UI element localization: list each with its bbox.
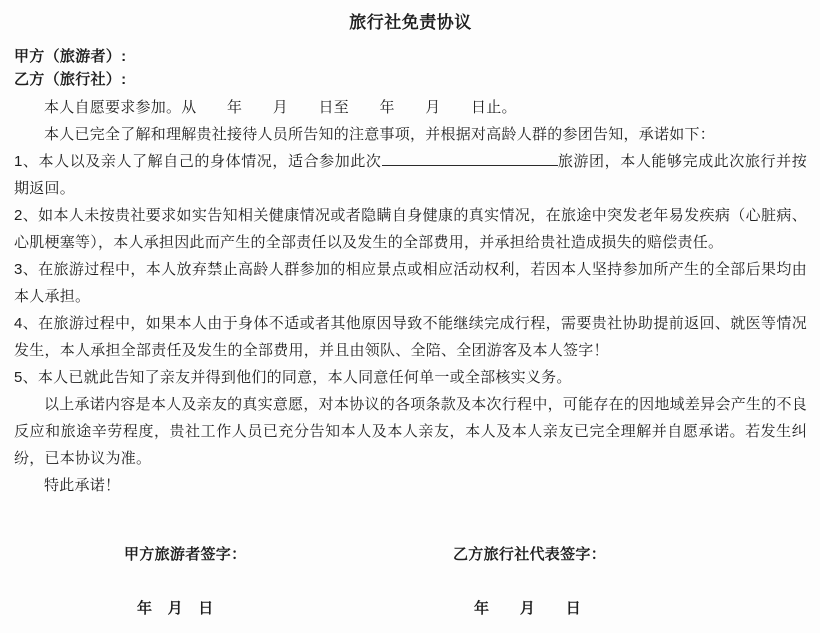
closing-paragraph: 以上承诺内容是本人及亲友的真实意愿，对本协议的各项条款及本次行程中，可能存在的因地域差异会产生的不良反应和旅途辛劳程度，贵社工作人员已充分告知本人及本人亲友，本人及本人亲友已完全理解并自愿承诺。若发生纠纷，已本协议为准。 [14, 396, 807, 467]
signature-a-label: 甲方旅游者签字： [124, 546, 247, 563]
agreement-body [14, 94, 807, 499]
clause-3: 3、在旅游过程中，本人放弃禁止高龄人群参加的相应景点或相应活动权利，若因本人坚持参加所产生的全部后果均由本人承担。 [14, 261, 807, 305]
date-b-line: 年 月 日 [474, 600, 582, 617]
clause-5: 5、本人已就此告知了亲友并得到他们的同意，本人同意任何单一或全部核实义务。 [14, 369, 572, 386]
signature-row [14, 543, 807, 564]
clause-2: 2、如本人未按贵社要求如实告知相关健康情况或者隐瞒自身健康的真实情况，在旅途中突发老年易发疾病（心脏病、心肌梗塞等），本人承担因此而产生的全部责任以及发生的全部费用，并承担给贵社造成损失的赔偿责任。 [14, 207, 807, 251]
pledge-line: 特此承诺！ [44, 477, 121, 494]
document-title: 旅行社免责协议 [349, 13, 472, 32]
clause-1-text-before-blank: 1、本人以及亲人了解自己的身体情况，适合参加此次 [14, 153, 382, 170]
clause-1-text-after-blank: 旅游团，本人能够完成此次旅行并按期返回。 [14, 153, 807, 197]
party-a-line: 甲方（旅游者）: [14, 48, 127, 65]
clause-1 [14, 148, 807, 202]
date-row [14, 597, 807, 618]
signature-b-label: 乙方旅行社代表签字： [453, 546, 607, 563]
clause-4: 4、在旅游过程中，如果本人由于身体不适或者其他原因导致不能继续完成行程，需要贵社协助提前返回、就医等情况发生，本人承担全部责任及发生的全部费用，并且由领队、全陪、全团游客及本人签字！ [14, 315, 807, 359]
fill-in-blank-tour-name [382, 150, 558, 166]
notice-acknowledgement-line: 本人已完全了解和理解贵社接待人员所告知的注意事项，并根据对高龄人群的参团告知，承诺如下： [44, 126, 716, 143]
party-b-line: 乙方（旅行社）: [14, 71, 127, 88]
intro-participation-line: 本人自愿要求参加。从 年 月 日至 年 月 日止。 [44, 99, 517, 116]
date-a-line: 年 月 日 [137, 600, 214, 617]
